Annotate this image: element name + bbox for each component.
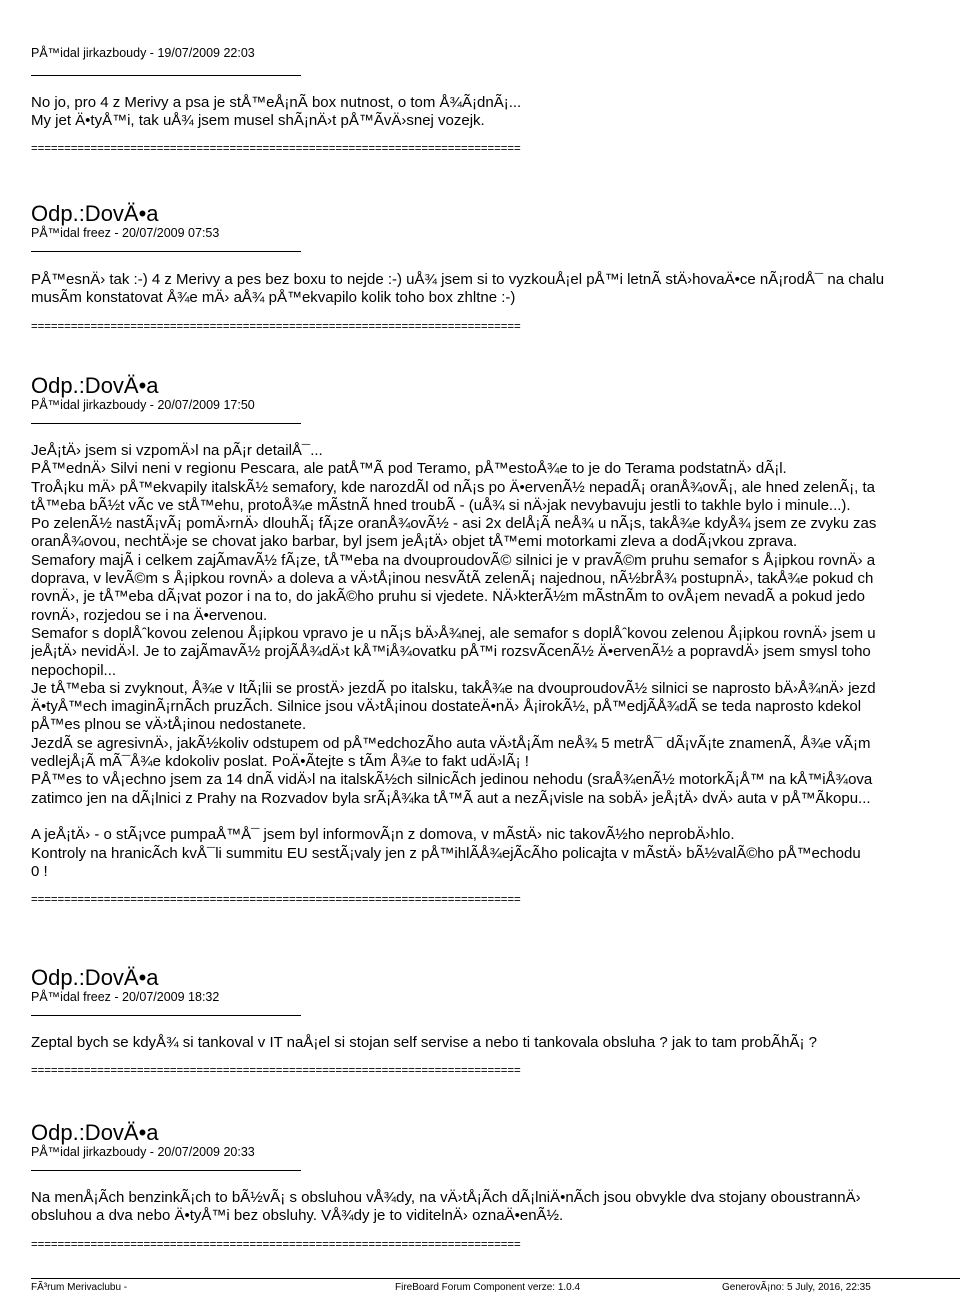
post-heading: Odp.:DovÄ•a <box>31 373 159 398</box>
post-1 <box>31 202 960 334</box>
post-separator: ========================================================================== <box>31 142 521 155</box>
post-0 <box>31 46 960 156</box>
footer-generated-date: GenerovÃ¡no: 5 July, 2016, 22:35 <box>722 1282 871 1293</box>
meta-underline <box>31 1015 301 1016</box>
post-text-line: PÅ™es to vÅ¡echno jsem za 14 dnÃ vidÄ›l na italskÃ½ch silnicÃch jedinou nehodu (sraÅ¾enÃ½ motorkÃ¡Å™ na kÅ™iÅ¾ova <box>31 771 873 789</box>
post-text-line: Ä•tyÅ™ech imaginÃ¡rnÃch pruzÃch. Silnice jsou vÄ›tÅ¡inou dostateÄ•nÄ› Å¡irokÃ½, pÅ™edjÃÅ¾dÃ se teda naprosto kdekol <box>31 698 862 716</box>
post-text-line: My jet Ä•tyÅ™i, tak uÅ¾ jsem musel shÃ¡nÄ›t pÅ™ÃvÄ›snej vozejk. <box>31 112 485 130</box>
post-text-line: vedlejÅ¡Ã mÃ¯Å¾e kdokoliv poslat. PoÄ•Ãtejte s tÃm Å¾e to fakt udÄ›lÃ¡ ! <box>31 753 529 771</box>
post-meta: PÅ™idal freez - 20/07/2009 18:32 <box>31 990 220 1004</box>
post-3 <box>31 966 960 1078</box>
post-2 <box>31 374 960 907</box>
post-meta: PÅ™idal jirkazboudy - 20/07/2009 20:33 <box>31 1145 255 1159</box>
post-heading: Odp.:DovÄ•a <box>31 1120 159 1145</box>
post-text-line: Zeptal bych se kdyÅ¾ si tankoval v IT naÅ¡el si stojan self servise a nebo ti tankovala obsluha ? jak to tam probÃhÃ¡ ? <box>31 1034 817 1051</box>
post-heading: Odp.:DovÄ•a <box>31 201 159 226</box>
post-text-line: Semafory majÃ i celkem zajÃmavÃ½ fÃ¡ze, tÅ™eba na dvouproudovÃ© silnici je v pravÃ©m pruhu semafor s Å¡ipkou rovnÄ› a <box>31 551 876 569</box>
meta-underline <box>31 1170 301 1171</box>
post-heading: Odp.:DovÄ•a <box>31 965 159 990</box>
post-text-line: PÅ™ednÄ› Silvi neni v regionu Pescara, ale patÅ™Ã pod Teramo, pÅ™estoÅ¾e to je do Terama podstatnÄ› dÃ¡l. <box>31 460 787 478</box>
post-text-line: jeÅ¡tÄ› nevidÄ›l. Je to zajÃmavÃ½ projÃÅ¾dÄ›t kÅ™iÅ¾ovatku pÅ™i rozsvÃcenÃ½ Ä•ervenÃ½ a popravdÄ› jsem smysl toho <box>31 643 871 661</box>
post-text-line: Kontroly na hranicÃch kvÅ¯li summitu EU sestÃ¡valy jen z pÅ™ihlÃÅ¾ejÃcÃho policajta v mÃstÄ› bÃ½valÃ©ho pÅ™echodu <box>31 844 861 862</box>
post-text-line: Je tÅ™eba si zvyknout, Å¾e v ItÃ¡lii se prostÄ› jezdÃ po italsku, takÅ¾e na dvouproudovÃ½ silnici se naprosto bÄ›Å¾nÄ› jezd <box>31 679 876 697</box>
post-text-line: rovnÄ›, je tÅ™eba dÃ¡vat pozor i na to, do jakÃ©ho pruhu si vjedete. NÄ›kterÃ½m mÃstnÃm to ovÅ¡em nevadÃ a pokud jedo <box>31 588 865 606</box>
post-text-line: Na menÅ¡Ãch benzinkÃ¡ch to bÃ½vÃ¡ s obsluhou vÅ¾dy, na vÄ›tÅ¡Ãch dÃ¡lniÄ•nÃch jsou obvykle dva stojany oboustrannÄ› <box>31 1189 861 1206</box>
meta-underline <box>31 251 301 252</box>
post-text-line: oranÅ¾ovou, nechtÄ›je se chovat jako barbar, byl jsem jeÅ¡tÄ› objet tÅ™emi motorkami zleva a dodÃ¡vkou zprava. <box>31 533 798 551</box>
meta-underline <box>31 75 301 76</box>
post-meta: PÅ™idal freez - 20/07/2009 07:53 <box>31 226 220 240</box>
meta-underline <box>31 423 301 424</box>
post-text-line: nepochopil... <box>31 661 117 679</box>
post-text-line: JezdÃ se agresivnÄ›, jakÃ½koliv odstupem od pÅ™edchozÃho auta vÄ›tÅ¡Ãm neÅ¾ 5 metrÅ¯ dÃ¡vÃ¡te znamenÃ, Å¾e vÃ¡m <box>31 734 871 752</box>
post-text-line: Po zelenÃ½ nastÃ¡vÃ¡ pomÄ›rnÄ› dlouhÃ¡ fÃ¡ze oranÅ¾ovÃ½ - asi 2x delÅ¡Ã neÅ¾ u nÃ¡s, takÅ¾e kdyÅ¾ jsem ze zvyku zas <box>31 515 877 533</box>
post-4 <box>31 1121 960 1252</box>
post-text-line: JeÅ¡tÄ› jsem si vzpomÄ›l na pÃ¡r detailÅ¯... <box>31 442 323 459</box>
forum-export-page <box>31 0 960 1297</box>
footer-component-version: FireBoard Forum Component verze: 1.0.4 <box>395 1282 581 1293</box>
post-text-line: doprava, v levÃ©m s Å¡ipkou rovnÄ› a doleva a vÄ›tÅ¡inou nesvÃtÃ zelenÃ¡ najednou, nÃ½brÅ¾ postupnÄ›, takÅ¾e pokud ch <box>31 570 874 588</box>
post-text-line: PÅ™esnÄ› tak :-) 4 z Merivy a pes bez boxu to nejde :-) uÅ¾ jsem si to vyzkouÅ¡el pÅ™i letnÃ stÄ›hovaÄ•ce nÃ¡rodÅ¯ na chalu <box>31 271 885 288</box>
post-meta: PÅ™idal jirkazboudy - 19/07/2009 22:03 <box>31 46 255 60</box>
post-blank-line <box>31 808 960 826</box>
post-separator: ========================================================================== <box>31 1065 521 1078</box>
post-text-line: pÅ™es plnou se vÄ›tÅ¡inou nedostanete. <box>31 716 307 734</box>
post-separator: ========================================================================== <box>31 320 521 333</box>
post-text-line: musÃm konstatovat Å¾e mÄ› aÅ¾ pÅ™ekvapilo kolik toho box zhltne :-) <box>31 289 516 307</box>
post-text-line: 0 ! <box>31 862 48 880</box>
post-text-line: A jeÅ¡tÄ› - o stÃ¡vce pumpaÅ™Å¯ jsem byl informovÃ¡n z domova, v mÃstÄ› nic takovÃ½ho neprobÄ›hlo. <box>31 826 735 844</box>
post-text-line: Semafor s doplÅˆkovou zelenou Å¡ipkou vpravo je u nÃ¡s bÄ›Å¾nej, ale semafor s doplÅˆkovou zelenou Å¡ipkou rovnÄ› jsem u <box>31 624 876 642</box>
post-text-line: No jo, pro 4 z Merivy a psa je stÅ™eÅ¡nÃ box nutnost, o tom Å¾Ã¡dnÃ¡... <box>31 94 522 111</box>
post-separator: ========================================================================== <box>31 894 521 907</box>
post-text-line: obsluhou a dva nebo Ä•tyÅ™i bez obsluhy. VÅ¾dy je to viditelnÄ› oznaÄ•enÃ½. <box>31 1207 564 1225</box>
post-text-line: TroÅ¡ku mÄ› pÅ™ekvapily italskÃ½ semafory, kde narozdÃl od nÃ¡s po Ä•ervenÃ½ nepadÃ¡ oranÅ¾ovÃ¡, ale hned zelenÃ¡, ta <box>31 478 875 496</box>
footer-site-name: FÃ³rum Merivaclubu - <box>31 1282 128 1293</box>
post-text-line: zatimco jen na dÃ¡lnici z Prahy na Rozvadov byla srÃ¡Å¾ka tÅ™Ã aut a nezÃ¡visle na sobÄ› jeÅ¡tÄ› dvÄ› auta v pÅ™Ãkopu... <box>31 789 871 807</box>
post-text-line: tÅ™eba bÃ½t vÃc ve stÅ™ehu, protoÅ¾e mÃstnÃ hned troubÃ - (uÅ¾ si nÄ›jak nevybavuju jestli to takhle bylo i minule...). <box>31 496 851 514</box>
post-body <box>31 442 960 881</box>
post-separator: ========================================================================== <box>31 1238 521 1251</box>
page-footer <box>31 1278 960 1293</box>
post-text-line: rovnÄ›, rozjedou se i na Ä•ervenou. <box>31 606 268 624</box>
post-meta: PÅ™idal jirkazboudy - 20/07/2009 17:50 <box>31 398 255 412</box>
